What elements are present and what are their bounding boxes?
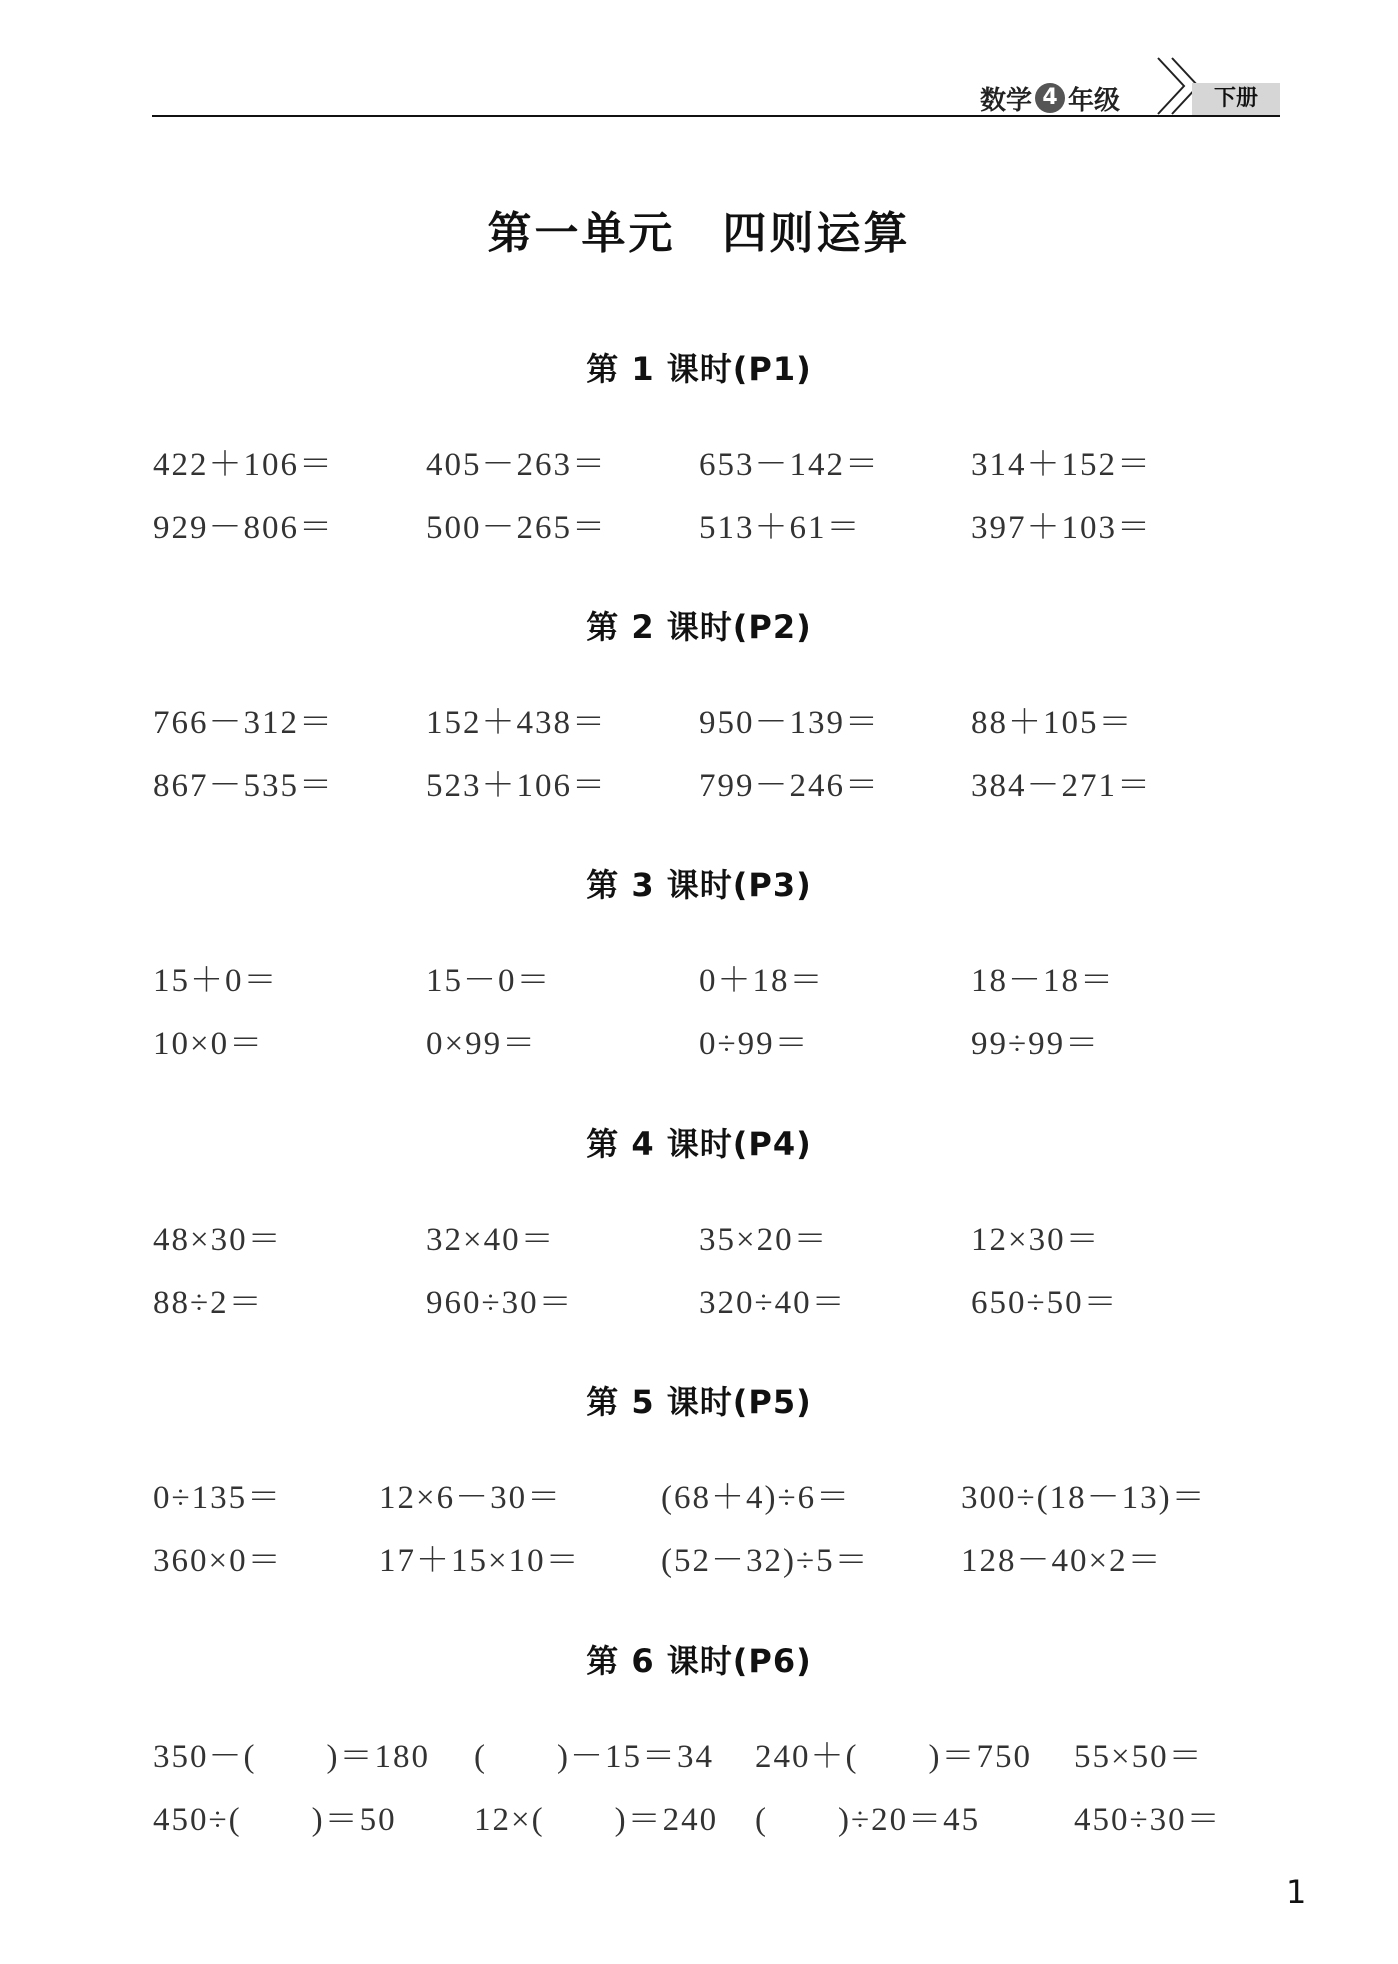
fill-in-equation: ( )÷20＝45 [755,1802,981,1838]
fill-in-equation: 450÷( )＝50 [153,1802,397,1838]
lesson-heading: 第 3 课时(P3) [586,866,812,904]
equation: 99÷99＝ [971,1026,1101,1062]
grade-number-badge: 4 [1035,83,1065,113]
equation: 523＋106＝ [426,768,607,804]
equation: 397＋103＝ [971,510,1152,546]
equation: 35×20＝ [699,1222,829,1258]
equation: 128－40×2＝ [961,1543,1163,1579]
equation: 15＋0＝ [153,963,279,999]
lesson-heading: 第 1 课时(P1) [586,350,812,388]
equation: 18－18＝ [971,963,1115,999]
equation: 513＋61＝ [699,510,862,546]
lesson-heading: 第 2 课时(P2) [586,608,812,646]
equation: (52－32)÷5＝ [661,1543,870,1579]
equation: 766－312＝ [153,705,334,741]
equation: 384－271＝ [971,768,1152,804]
equation: 15－0＝ [426,963,552,999]
equation: 450÷30＝ [1074,1802,1222,1838]
equation: 88÷2＝ [153,1285,264,1321]
fill-in-equation: 240＋( )＝750 [755,1739,1032,1775]
equation: 500－265＝ [426,510,607,546]
equation: 405－263＝ [426,447,607,483]
equation: 12×30＝ [971,1222,1101,1258]
equation: (68＋4)÷6＝ [661,1480,852,1516]
lesson-heading: 第 5 课时(P5) [586,1383,812,1421]
unit-title: 第一单元 四则运算 [487,208,911,259]
running-header [980,80,1120,116]
equation: 650÷50＝ [971,1285,1119,1321]
lesson-heading: 第 4 课时(P4) [586,1125,812,1163]
equation: 799－246＝ [699,768,880,804]
equation: 0÷99＝ [699,1026,810,1062]
fill-in-equation: 350－( )＝180 [153,1739,430,1775]
equation: 17＋15×10＝ [379,1543,581,1579]
header-grade-suffix: 年级 [1068,85,1121,116]
equation: 10×0＝ [153,1026,265,1062]
equation: 48×30＝ [153,1222,283,1258]
equation: 300÷(18－13)＝ [961,1480,1207,1516]
lesson-section-6 [0,1639,1398,1849]
page-number: 1 [1286,1873,1307,1911]
equation: 0×99＝ [426,1026,538,1062]
equation: 950－139＝ [699,705,880,741]
fill-in-equation: ( )－15＝34 [474,1739,714,1775]
equation: 32×40＝ [426,1222,556,1258]
volume-label: 下册 [1192,83,1280,115]
equation: 88＋105＝ [971,705,1134,741]
equation: 653－142＝ [699,447,880,483]
equation: 360×0＝ [153,1543,283,1579]
equation: 929－806＝ [153,510,334,546]
fill-in-equation: 12×( )＝240 [474,1802,719,1838]
equation: 314＋152＝ [971,447,1152,483]
equation: 422＋106＝ [153,447,334,483]
equation: 152＋438＝ [426,705,607,741]
lesson-section-4 [0,1122,1398,1332]
equation: 0÷135＝ [153,1480,283,1516]
equation: 320÷40＝ [699,1285,847,1321]
header-divider [152,115,1280,117]
equation: 867－535＝ [153,768,334,804]
equation: 0＋18＝ [699,963,825,999]
lesson-section-3 [0,863,1398,1073]
lesson-heading: 第 6 课时(P6) [586,1642,812,1680]
equation: 12×6－30＝ [379,1480,563,1516]
header-subject: 数学 [980,85,1033,116]
lesson-section-2 [0,605,1398,815]
lesson-section-5 [0,1380,1398,1590]
equation: 55×50＝ [1074,1739,1204,1775]
lesson-section-1 [0,347,1398,557]
equation: 960÷30＝ [426,1285,574,1321]
